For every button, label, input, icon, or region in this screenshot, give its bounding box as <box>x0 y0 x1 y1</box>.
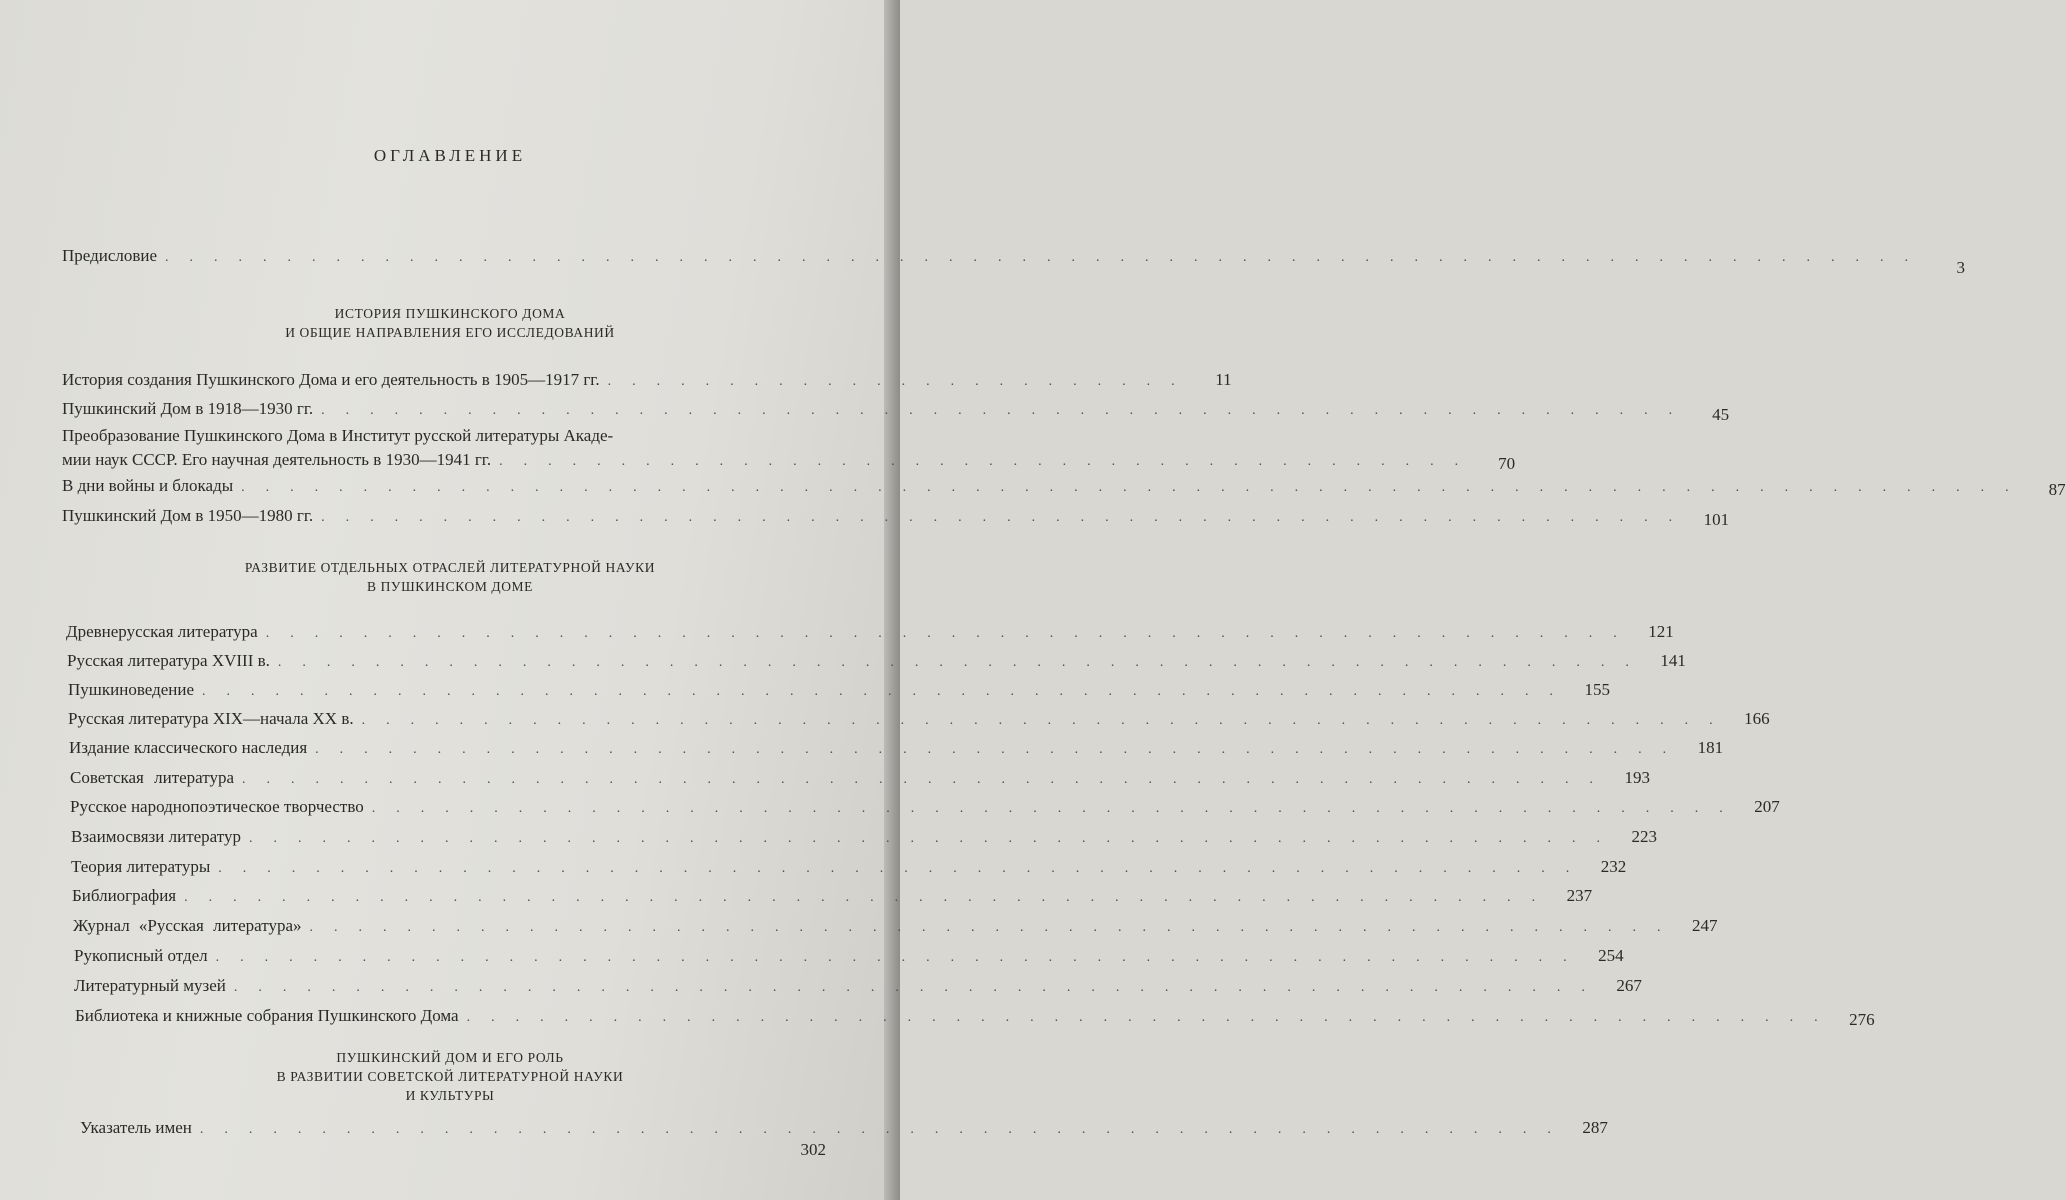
dot-leader: ........................................................ <box>321 403 1694 418</box>
toc-entry-title: Русское народнопоэтическое творчество <box>70 797 364 816</box>
toc-entry <box>69 736 1724 762</box>
toc-entry-title: Русская литература XIX—начала XX в. <box>68 709 354 728</box>
toc-entry <box>73 914 1718 940</box>
dot-leader: ........................................................ <box>199 1122 1572 1137</box>
dot-leader: ........................................................ <box>248 831 1621 846</box>
toc-entry-title: История создания Пушкинского Дома и его деятельность в 1905—1917 гг. <box>62 370 600 389</box>
dot-leader: ........................................................ <box>202 684 1575 699</box>
dot-leader: ........................................................ <box>215 950 1588 965</box>
dot-leader: ........................................................ <box>309 920 1682 935</box>
dot-leader: ........................................................ <box>371 801 1744 816</box>
toc-entry <box>71 825 1657 851</box>
heading-line: И ОБЩИЕ НАПРАВЛЕНИЯ ЕГО ИССЛЕДОВАНИЙ <box>285 325 615 340</box>
toc-entry <box>72 884 1593 910</box>
toc-entry-page: 267 <box>1616 976 1642 995</box>
toc-last-page: 302 <box>800 1140 826 1159</box>
dot-leader: ........................................................ <box>466 1010 1839 1025</box>
toc-entry-page: 141 <box>1660 651 1686 670</box>
toc-entry-page: 223 <box>1631 827 1657 846</box>
dot-leader: ........................................................ <box>315 742 1688 757</box>
toc-entry <box>68 707 1770 733</box>
toc-entry <box>68 678 1611 704</box>
heading-line: ИСТОРИЯ ПУШКИНСКОГО ДОМА <box>334 306 566 321</box>
toc-entry-page: 193 <box>1624 768 1651 787</box>
toc-entry-title: Указатель имен <box>80 1118 192 1137</box>
toc-entry-page: 254 <box>1598 946 1624 965</box>
heading-line: И КУЛЬТУРЫ <box>405 1088 495 1103</box>
toc-entry <box>74 944 1624 970</box>
toc-entry-title: Пушкинский Дом в 1918—1930 гг. <box>62 399 314 418</box>
dot-leader: ........................................................ <box>242 772 1615 787</box>
toc-entry-page: 276 <box>1849 1010 1875 1029</box>
toc-entry <box>62 368 1232 394</box>
toc-entry-page: 87 <box>2048 480 2066 499</box>
heading-line: В РАЗВИТИИ СОВЕТСКОЙ ЛИТЕРАТУРНОЙ НАУКИ <box>276 1069 624 1084</box>
toc-entry-page: 237 <box>1566 886 1593 905</box>
section-heading-branches <box>0 558 900 596</box>
dot-leader: ........................................................ <box>321 510 1694 525</box>
toc-entry-page: 121 <box>1648 622 1674 641</box>
toc-entry-title: Библиография <box>72 886 177 905</box>
toc-entry-page: 207 <box>1754 797 1780 816</box>
toc-entry <box>70 795 1780 821</box>
toc-entry-title: Теория литературы <box>71 857 211 876</box>
dot-leader: ........................................................ <box>218 861 1591 876</box>
toc-entry-title: Пушкинский Дом в 1950—1980 гг. <box>62 506 314 525</box>
section-heading-role <box>0 1048 900 1105</box>
toc-entry-multiline <box>62 424 1516 474</box>
toc-entry-title: В дни войны и блокады <box>62 476 234 495</box>
heading-line: ПУШКИНСКИЙ ДОМ И ЕГО РОЛЬ <box>336 1050 564 1065</box>
toc-entry-page: 70 <box>1498 454 1516 473</box>
toc-entry-preface <box>62 244 1966 277</box>
section-heading-history <box>0 304 900 342</box>
toc-entry-title: Взаимосвязи литератур <box>71 827 241 846</box>
toc-entry-page: 247 <box>1692 916 1718 935</box>
dot-leader: ........................ <box>607 374 1196 389</box>
toc-entry-title: Рукописный отдел <box>74 946 208 965</box>
toc-entry-page: 232 <box>1600 857 1627 876</box>
toc-entry-title: Русская литература XVIII в. <box>67 651 270 670</box>
toc-entry <box>75 1004 1875 1030</box>
dot-leader: ........................................................ <box>277 655 1650 670</box>
toc-entry-title-line: Преобразование Пушкинского Дома в Институт русской литературы Акаде- <box>62 426 614 445</box>
toc-entry-page: 181 <box>1697 738 1724 757</box>
dot-leader: ........................................................ <box>184 890 1557 905</box>
toc-entry-page: 3 <box>1956 258 1966 277</box>
toc-entry <box>67 649 1686 675</box>
toc-entry-page: 101 <box>1703 510 1730 529</box>
toc-entry <box>70 766 1651 792</box>
heading-line: РАЗВИТИЕ ОТДЕЛЬНЫХ ОТРАСЛЕЙ ЛИТЕРАТУРНОЙ НАУКИ <box>244 560 656 575</box>
toc-entry <box>62 504 1730 530</box>
toc-entry-page: 287 <box>1582 1118 1608 1137</box>
toc-entry-title: Издание классического наследия <box>69 738 308 757</box>
toc-entry-title: мии наук СССР. Его научная деятельность в 1930—1941 гг. <box>62 450 492 469</box>
toc-entry-title: Литературный музей <box>74 976 226 995</box>
toc-entry-title: Пушкиноведение <box>68 680 195 699</box>
toc-entry <box>71 855 1627 881</box>
toc-entry-index <box>80 1116 1608 1142</box>
toc-entry-page: 166 <box>1744 709 1770 728</box>
dot-leader: ........................................................................ <box>165 250 1930 265</box>
toc-entry <box>62 474 2066 500</box>
heading-line: В ПУШКИНСКОМ ДОМЕ <box>366 579 534 594</box>
toc-entry <box>74 974 1642 1000</box>
dot-leader: ........................................................ <box>233 980 1606 995</box>
toc-entry <box>66 620 1674 646</box>
toc-entry-title: Древнерусская литература <box>66 622 258 641</box>
toc-entry-page: 155 <box>1584 680 1611 699</box>
toc-entry-page: 45 <box>1712 405 1730 424</box>
toc-entry-page: 11 <box>1215 370 1232 389</box>
toc-entry-title: Советская литература <box>70 768 235 787</box>
dot-leader: ........................................................ <box>361 713 1734 728</box>
dot-leader: ........................................ <box>499 454 1480 469</box>
page-title: ОГЛАВЛЕНИЕ <box>373 146 527 165</box>
dot-leader: ......................................................................... <box>241 480 2030 495</box>
toc-entry-title: Журнал «Русская литература» <box>73 916 302 935</box>
toc-entry-title: Предисловие <box>62 246 158 265</box>
toc-entry <box>62 397 1730 424</box>
dot-leader: ........................................................ <box>265 626 1638 641</box>
toc-entry-title: Библиотека и книжные собрания Пушкинского Дома <box>75 1006 459 1025</box>
